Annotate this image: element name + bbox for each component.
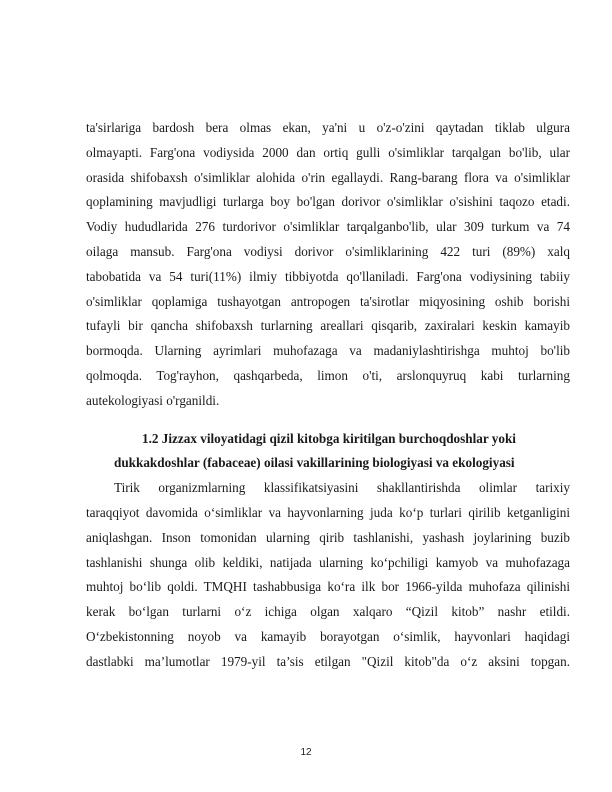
text-line: tufayli bir qancha shifobaxsh turlarning areallari qisqarib, zaxiralari keskin kamayib xyxy=(86,318,570,334)
text-line: muhtoj bo‘lib qoldi. TMQHI tashabbusiga ko‘ra ilk bor 1966-yilda muhofaza qilinishi xyxy=(86,579,570,595)
section-heading-line-2: dukkakdoshlar (fabaceae) oilasi vakillarining biologiyasi va ekologiyasi xyxy=(114,455,515,471)
text-line: taraqqiyot davomida o‘simliklar va hayvonlarning juda ko‘p turlari qirilib ketganligini xyxy=(86,504,570,520)
document-page xyxy=(86,116,570,675)
text-line: qolmoqda. Tog'rayhon, qashqarbeda, limon o'ti, arslonquyruq kabi turlarning xyxy=(86,367,570,383)
text-line: orasida shifobaxsh o'simliklar alohida o'rin egallaydi. Rang-barang flora va o'simliklar xyxy=(86,169,570,185)
section-heading-line-1: 1.2 Jizzax viloyatidagi qizil kitobga kiritilgan burchoqdoshlar yoki xyxy=(142,430,516,446)
text-line: O‘zbekistonning noyob va kamayib borayotgan o‘simlik, hayvonlari haqidagi xyxy=(86,628,570,644)
text-line: olmayapti. Farg'ona vodiysida 2000 dan ortiq gulli o'simliklar tarqalgan bo'lib, ular xyxy=(86,144,570,160)
paragraph-antropogen xyxy=(86,116,570,414)
text-line: tashlanishi shunga olib keldiki, natijada ularning ko‘pchiligi kamyob va muhofazaga xyxy=(86,554,570,570)
text-line: ta'sirlariga bardosh bera olmas ekan, ya'ni u o'z-o'zini qaytadan tiklab ulgura xyxy=(86,120,570,135)
text-line: o'simliklar qoplamiga tushayotgan antropogen ta'sirotlar miqyosining oshib borishi xyxy=(86,293,570,309)
text-line: oilaga mansub. Farg'ona vodiysi dorivor o'simliklarining 422 turi (89%) xalq xyxy=(86,243,570,259)
paragraph-qizil-kitob xyxy=(86,476,570,674)
text-line: bormoqda. Ularning ayrimlari muhofazaga va madaniylashtirishga muhtoj bo'lib xyxy=(86,343,570,359)
text-line: Vodiy hududlarida 276 turdorivor o'simliklar tarqalganbo'lib, ular 309 turkum va 74 xyxy=(86,219,570,235)
text-line: qoplamining mavjudligi turlarga boy bo'lgan dorivor o'simliklar o'sishini taqozo etadi. xyxy=(86,194,570,210)
text-line: autekologiyasi o'rganildi. xyxy=(86,392,220,408)
page-number: 12 xyxy=(300,747,312,758)
section-gap xyxy=(86,414,570,427)
text-line: aniqlashgan. Inson tomonidan ularning qirib tashlanishi, yashash joylarining buzib xyxy=(86,529,570,545)
text-line: dastlabki ma’lumotlar 1979-yil ta’sis etilgan "Qizil kitob"da o‘z aksini topgan. xyxy=(86,653,570,669)
text-line: kerak bo‘lgan turlarni o‘z ichiga olgan xalqaro “Qizil kitob” nashr etildi. xyxy=(86,604,570,620)
section-heading xyxy=(86,427,570,477)
text-line: Tirik organizmlarning klassifikatsiyasini shakllantirishda olimlar tarixiy xyxy=(114,480,570,496)
text-line: tabobatida va 54 turi(11%) ilmiy tibbiyotda qo'llaniladi. Farg'ona vodiysining tabiiy xyxy=(86,268,570,284)
